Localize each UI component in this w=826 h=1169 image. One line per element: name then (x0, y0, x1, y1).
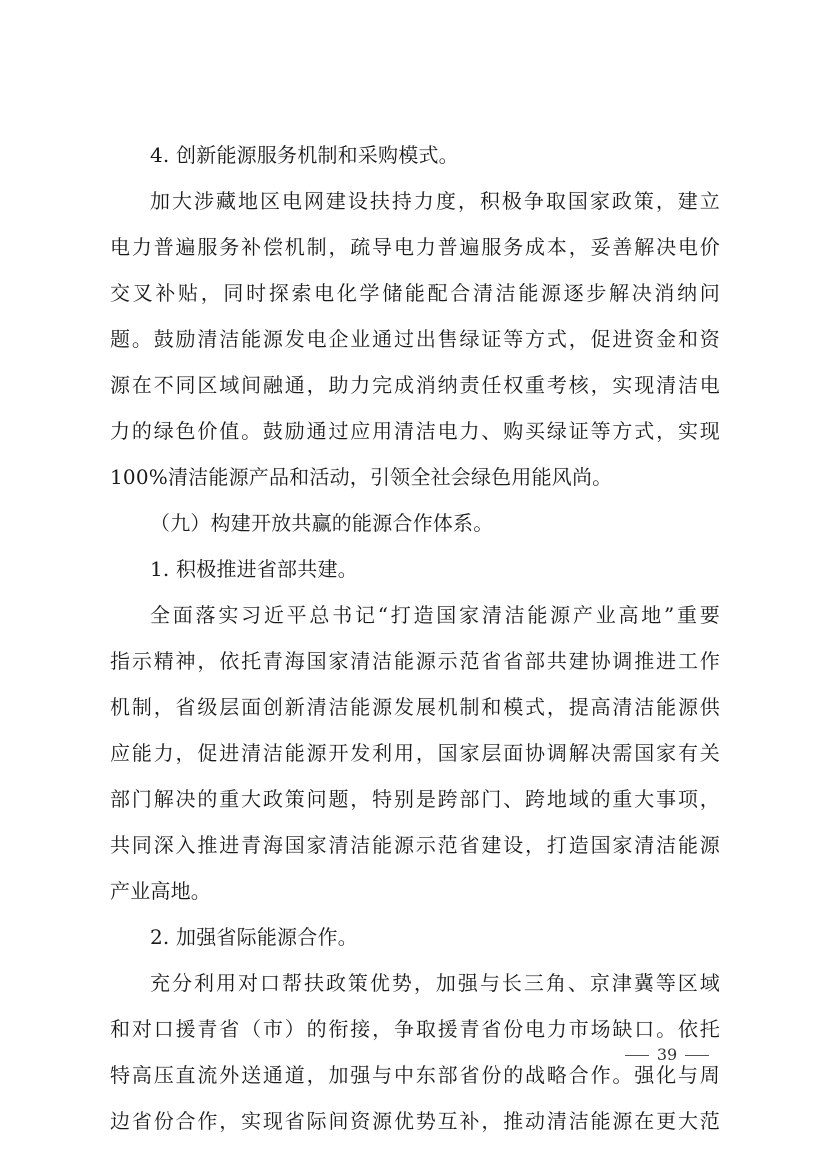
paragraph-line: 题。鼓励清洁能源发电企业通过出售绿证等方式，促进资金和资 (110, 327, 720, 351)
paragraph-line: 加大涉藏地区电网建设扶持力度，积极争取国家政策，建立 (150, 189, 720, 213)
page-number-value: 39 (656, 1045, 678, 1064)
paragraph-line: 机制，省级层面创新清洁能源发展机制和模式，提高清洁能源供 (110, 695, 720, 719)
paragraph-line: 交叉补贴，同时探索电化学储能配合清洁能源逐步解决消纳问 (110, 281, 720, 305)
paragraph-line: 共同深入推进青海国家清洁能源示范省建设，打造国家清洁能源 (110, 833, 720, 857)
section-heading-9: （九）构建开放共赢的能源合作体系。 (150, 511, 494, 535)
paragraph-line: 特高压直流外送通道，加强与中东部省份的战略合作。强化与周 (110, 1063, 720, 1087)
paragraph-line: 电力普遍服务补偿机制，疏导电力普遍服务成本，妥善解决电价 (110, 235, 720, 259)
paragraph-line: 应能力，促进清洁能源开发利用，国家层面协调解决需国家有关 (110, 741, 720, 765)
subsection-heading-1: 1. 积极推进省部共建。 (150, 557, 358, 581)
paragraph-line: 充分利用对口帮扶政策优势，加强与长三角、京津冀等区域 (150, 971, 720, 995)
page-number (612, 1040, 722, 1070)
dash-right (685, 1055, 709, 1056)
document-body (110, 132, 720, 1144)
dash-left (625, 1055, 649, 1056)
paragraph-line: 部门解决的重大政策问题，特别是跨部门、跨地域的重大事项， (110, 787, 720, 811)
paragraph-line: 指示精神，依托青海国家清洁能源示范省省部共建协调推进工作 (110, 649, 720, 673)
paragraph-line: 和对口援青省（市）的衔接，争取援青省份电力市场缺口。依托 (110, 1017, 720, 1041)
paragraph-line: 100%清洁能源产品和活动，引领全社会绿色用能风尚。 (110, 465, 613, 489)
subsection-heading-4: 4. 创新能源服务机制和采购模式。 (150, 143, 459, 167)
paragraph-line: 源在不同区域间融通，助力完成消纳责任权重考核，实现清洁电 (110, 373, 720, 397)
paragraph-line: 产业高地。 (110, 879, 211, 903)
paragraph-line: 全面落实习近平总书记“打造国家清洁能源产业高地”重要 (150, 603, 720, 627)
subsection-heading-2: 2. 加强省际能源合作。 (150, 925, 358, 949)
paragraph-line: 力的绿色价值。鼓励通过应用清洁电力、购买绿证等方式，实现 (110, 419, 720, 443)
paragraph-line: 边省份合作，实现省际间资源优势互补，推动清洁能源在更大范 (110, 1109, 720, 1133)
